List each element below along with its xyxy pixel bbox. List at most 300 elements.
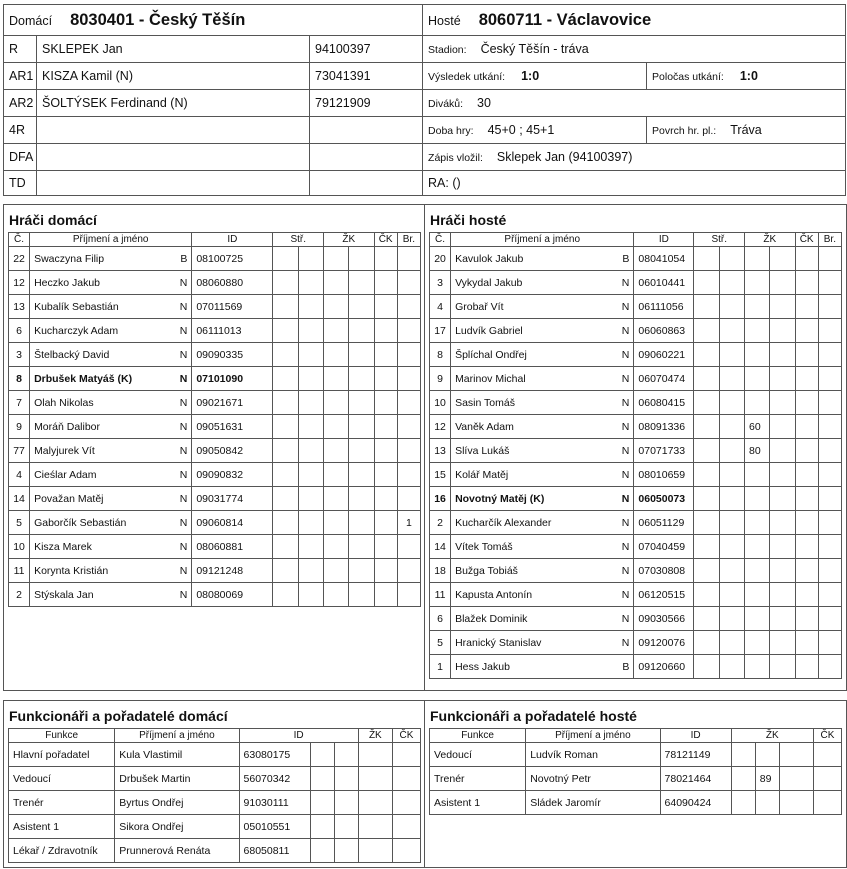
player-substitution-in bbox=[694, 631, 719, 655]
player-id: 06120515 bbox=[634, 583, 694, 607]
duration-cell bbox=[423, 117, 647, 144]
player-substitution-in bbox=[694, 655, 719, 679]
player-name: Malyjurek Vít bbox=[30, 439, 178, 463]
recorder-label: Zápis vložil: bbox=[428, 152, 483, 164]
ra-value: () bbox=[452, 176, 461, 190]
player-yellow-card bbox=[745, 559, 770, 583]
functionary-id: 56070342 bbox=[239, 767, 310, 791]
player-type: N bbox=[619, 415, 634, 439]
player-yellow-card bbox=[745, 583, 770, 607]
player-substitution-out bbox=[719, 391, 744, 415]
player-substitution-out bbox=[298, 463, 323, 487]
player-row bbox=[430, 631, 842, 655]
player-yellow-card-2 bbox=[349, 463, 374, 487]
functionary-blank bbox=[310, 767, 334, 791]
player-name: Cieślar Adam bbox=[30, 463, 178, 487]
player-yellow-card bbox=[324, 367, 349, 391]
player-yellow-card bbox=[745, 295, 770, 319]
player-row bbox=[430, 655, 842, 679]
functionary-yellow-card bbox=[358, 791, 392, 815]
away-team-cell bbox=[423, 5, 846, 36]
player-substitution-in bbox=[273, 391, 298, 415]
player-yellow-card bbox=[745, 607, 770, 631]
player-substitution-out bbox=[719, 439, 744, 463]
player-name: Marinov Michal bbox=[451, 367, 620, 391]
functionary-yellow-card bbox=[755, 743, 779, 767]
player-row bbox=[9, 559, 421, 583]
official-id bbox=[310, 144, 423, 171]
player-yellow-card bbox=[745, 367, 770, 391]
player-id: 09121248 bbox=[192, 559, 273, 583]
col-yellow-card: ŽK bbox=[731, 729, 813, 743]
col-goals: Br. bbox=[818, 233, 841, 247]
player-type: N bbox=[177, 271, 192, 295]
player-number: 3 bbox=[430, 271, 451, 295]
away-players-title: Hráči hosté bbox=[430, 212, 507, 228]
player-goals bbox=[818, 295, 841, 319]
player-type: B bbox=[177, 247, 192, 271]
player-row bbox=[9, 415, 421, 439]
player-red-card bbox=[374, 487, 397, 511]
player-substitution-out bbox=[719, 247, 744, 271]
player-id: 06070474 bbox=[634, 367, 694, 391]
player-goals bbox=[818, 655, 841, 679]
player-row bbox=[430, 247, 842, 271]
player-type: N bbox=[619, 463, 634, 487]
functionary-yellow-card bbox=[358, 767, 392, 791]
player-red-card bbox=[795, 583, 818, 607]
player-row bbox=[430, 367, 842, 391]
player-id: 09051631 bbox=[192, 415, 273, 439]
player-red-card bbox=[795, 415, 818, 439]
player-substitution-out bbox=[298, 391, 323, 415]
player-substitution-out bbox=[298, 319, 323, 343]
player-id: 09060814 bbox=[192, 511, 273, 535]
player-goals: 1 bbox=[397, 511, 420, 535]
official-id: 73041391 bbox=[310, 63, 423, 90]
player-substitution-out bbox=[719, 319, 744, 343]
functionary-yellow-card bbox=[358, 743, 392, 767]
player-substitution-out bbox=[298, 295, 323, 319]
player-goals bbox=[818, 487, 841, 511]
col-role: Funkce bbox=[430, 729, 526, 743]
player-row bbox=[9, 511, 421, 535]
player-yellow-card bbox=[745, 655, 770, 679]
player-yellow-card bbox=[324, 295, 349, 319]
player-substitution-in bbox=[273, 583, 298, 607]
player-name: Kavulok Jakub bbox=[451, 247, 620, 271]
player-substitution-in bbox=[273, 463, 298, 487]
player-yellow-card bbox=[745, 487, 770, 511]
player-red-card bbox=[795, 607, 818, 631]
player-goals bbox=[818, 271, 841, 295]
official-name bbox=[37, 171, 310, 196]
player-id: 07101090 bbox=[192, 367, 273, 391]
player-substitution-in bbox=[273, 511, 298, 535]
player-row bbox=[9, 343, 421, 367]
functionary-id: 05010551 bbox=[239, 815, 310, 839]
player-name: Slíva Lukáš bbox=[451, 439, 620, 463]
functionary-blank bbox=[731, 791, 755, 815]
player-yellow-card-2 bbox=[349, 535, 374, 559]
away-functionaries-table bbox=[429, 728, 842, 815]
player-row bbox=[9, 391, 421, 415]
player-name: Kapusta Antonín bbox=[451, 583, 620, 607]
player-number: 20 bbox=[430, 247, 451, 271]
player-yellow-card-2 bbox=[770, 511, 795, 535]
player-goals bbox=[397, 535, 420, 559]
player-yellow-card-2 bbox=[770, 271, 795, 295]
surface-value: Tráva bbox=[730, 123, 762, 137]
player-yellow-card bbox=[324, 247, 349, 271]
player-red-card bbox=[374, 247, 397, 271]
player-red-card bbox=[374, 295, 397, 319]
player-number: 14 bbox=[430, 535, 451, 559]
official-role: AR2 bbox=[4, 90, 37, 117]
home-team: 8030401 - Český Těšín bbox=[70, 10, 246, 29]
col-red-card: ČK bbox=[374, 233, 397, 247]
functionary-id: 78021464 bbox=[660, 767, 731, 791]
player-name: Drbušek Matyáš (K) bbox=[30, 367, 178, 391]
player-substitution-in bbox=[694, 415, 719, 439]
official-name: SKLEPEK Jan bbox=[37, 36, 310, 63]
player-number: 17 bbox=[430, 319, 451, 343]
player-row bbox=[430, 343, 842, 367]
player-substitution-out bbox=[298, 247, 323, 271]
player-substitution-in bbox=[273, 319, 298, 343]
player-id: 09050842 bbox=[192, 439, 273, 463]
player-yellow-card-2 bbox=[349, 439, 374, 463]
player-number: 7 bbox=[9, 391, 30, 415]
player-goals bbox=[818, 247, 841, 271]
player-id: 09030566 bbox=[634, 607, 694, 631]
player-substitution-out bbox=[719, 607, 744, 631]
functionary-blank bbox=[334, 743, 358, 767]
player-goals bbox=[397, 367, 420, 391]
player-goals bbox=[397, 391, 420, 415]
functionary-red-card bbox=[392, 815, 420, 839]
player-row bbox=[9, 247, 421, 271]
player-number: 6 bbox=[430, 607, 451, 631]
player-red-card bbox=[374, 367, 397, 391]
player-yellow-card-2 bbox=[349, 559, 374, 583]
away-team: 8060711 - Václavovice bbox=[478, 10, 652, 29]
player-goals bbox=[818, 439, 841, 463]
player-yellow-card bbox=[745, 463, 770, 487]
player-number: 4 bbox=[9, 463, 30, 487]
player-yellow-card-2 bbox=[770, 463, 795, 487]
player-type: N bbox=[177, 295, 192, 319]
player-yellow-card-2 bbox=[770, 343, 795, 367]
player-yellow-card bbox=[745, 319, 770, 343]
player-red-card bbox=[374, 439, 397, 463]
player-id: 06051129 bbox=[634, 511, 694, 535]
col-id: ID bbox=[239, 729, 358, 743]
col-substitution: Stř. bbox=[694, 233, 745, 247]
col-yellow-card: ŽK bbox=[324, 233, 375, 247]
player-name: Kucharčík Alexander bbox=[451, 511, 620, 535]
functionary-red-card bbox=[392, 767, 420, 791]
official-role: TD bbox=[9, 176, 26, 190]
player-number: 11 bbox=[9, 559, 30, 583]
player-yellow-card-2 bbox=[770, 487, 795, 511]
functionary-role: Vedoucí bbox=[430, 743, 526, 767]
functionary-red-card bbox=[392, 743, 420, 767]
player-name: Gaborčík Sebastián bbox=[30, 511, 178, 535]
col-name: Příjmení a jméno bbox=[526, 729, 660, 743]
player-yellow-card-2 bbox=[770, 583, 795, 607]
player-name: Korynta Kristián bbox=[30, 559, 178, 583]
player-name: Sasin Tomáš bbox=[451, 391, 620, 415]
player-red-card bbox=[795, 655, 818, 679]
home-team-cell bbox=[4, 5, 423, 36]
player-substitution-in bbox=[273, 559, 298, 583]
functionary-blank bbox=[779, 767, 813, 791]
official-id: 94100397 bbox=[310, 36, 423, 63]
player-substitution-out bbox=[719, 631, 744, 655]
player-red-card bbox=[795, 631, 818, 655]
player-substitution-in bbox=[273, 343, 298, 367]
home-label: Domácí bbox=[9, 13, 53, 28]
player-substitution-out bbox=[719, 583, 744, 607]
player-name: Olah Nikolas bbox=[30, 391, 178, 415]
player-id: 08060880 bbox=[192, 271, 273, 295]
player-id: 06111013 bbox=[192, 319, 273, 343]
player-substitution-out bbox=[298, 511, 323, 535]
functionary-role: Lékař / Zdravotník bbox=[9, 839, 115, 863]
player-substitution-in bbox=[694, 559, 719, 583]
player-number: 1 bbox=[430, 655, 451, 679]
player-id: 07040459 bbox=[634, 535, 694, 559]
functionary-blank bbox=[310, 743, 334, 767]
player-type: N bbox=[619, 295, 634, 319]
surface-cell bbox=[647, 117, 846, 144]
official-id bbox=[310, 117, 423, 144]
halftime-cell bbox=[647, 63, 846, 90]
functionary-blank bbox=[310, 791, 334, 815]
player-substitution-out bbox=[719, 295, 744, 319]
col-name: Příjmení a jméno bbox=[115, 729, 239, 743]
player-yellow-card-2 bbox=[349, 343, 374, 367]
result-cell bbox=[423, 63, 647, 90]
player-id: 06010441 bbox=[634, 271, 694, 295]
functionary-name: Prunnerová Renáta bbox=[115, 839, 239, 863]
player-type: N bbox=[177, 487, 192, 511]
player-name: Štelbacký David bbox=[30, 343, 178, 367]
player-row bbox=[9, 535, 421, 559]
player-row bbox=[430, 271, 842, 295]
player-row bbox=[9, 463, 421, 487]
player-row bbox=[430, 463, 842, 487]
functionary-role: Asistent 1 bbox=[9, 815, 115, 839]
player-number: 13 bbox=[9, 295, 30, 319]
player-yellow-card bbox=[324, 319, 349, 343]
stadium-label: Stadion: bbox=[428, 44, 467, 56]
col-role: Funkce bbox=[9, 729, 115, 743]
player-yellow-card-2 bbox=[349, 295, 374, 319]
functionary-id: 91030111 bbox=[239, 791, 310, 815]
player-red-card bbox=[374, 583, 397, 607]
player-goals bbox=[397, 487, 420, 511]
functionary-row bbox=[430, 767, 842, 791]
player-row bbox=[9, 487, 421, 511]
player-substitution-in bbox=[273, 271, 298, 295]
player-yellow-card-2 bbox=[349, 367, 374, 391]
player-name: Vaněk Adam bbox=[451, 415, 620, 439]
col-id: ID bbox=[660, 729, 731, 743]
player-goals bbox=[397, 319, 420, 343]
player-name: Kisza Marek bbox=[30, 535, 178, 559]
recorder-cell bbox=[423, 144, 846, 171]
player-type: N bbox=[619, 583, 634, 607]
player-red-card bbox=[795, 439, 818, 463]
stadium-value: Český Těšín - tráva bbox=[480, 42, 589, 56]
player-id: 08010659 bbox=[634, 463, 694, 487]
player-name: Swaczyna Filip bbox=[30, 247, 178, 271]
result-value: 1:0 bbox=[521, 69, 540, 83]
player-goals bbox=[397, 271, 420, 295]
player-row bbox=[9, 295, 421, 319]
player-name: Vykydal Jakub bbox=[451, 271, 620, 295]
player-yellow-card bbox=[324, 439, 349, 463]
col-red-card: ČK bbox=[392, 729, 420, 743]
player-substitution-in bbox=[694, 487, 719, 511]
player-row bbox=[9, 271, 421, 295]
functionary-blank bbox=[779, 791, 813, 815]
functionary-id: 64090424 bbox=[660, 791, 731, 815]
player-red-card bbox=[795, 295, 818, 319]
player-row bbox=[9, 583, 421, 607]
player-goals bbox=[397, 583, 420, 607]
player-substitution-out bbox=[719, 343, 744, 367]
player-id: 09060221 bbox=[634, 343, 694, 367]
home-functionaries-title: Funkcionáři a pořadatelé domácí bbox=[9, 708, 228, 724]
player-goals bbox=[397, 463, 420, 487]
player-yellow-card-2 bbox=[349, 319, 374, 343]
player-id: 07071733 bbox=[634, 439, 694, 463]
player-goals bbox=[397, 247, 420, 271]
player-yellow-card-2 bbox=[349, 415, 374, 439]
player-red-card bbox=[795, 487, 818, 511]
player-number: 10 bbox=[430, 391, 451, 415]
functionary-red-card bbox=[813, 767, 841, 791]
player-goals bbox=[818, 559, 841, 583]
player-goals bbox=[818, 583, 841, 607]
player-number: 10 bbox=[9, 535, 30, 559]
player-yellow-card-2 bbox=[349, 583, 374, 607]
player-yellow-card bbox=[745, 343, 770, 367]
player-red-card bbox=[795, 511, 818, 535]
functionary-blank bbox=[731, 767, 755, 791]
player-red-card bbox=[374, 343, 397, 367]
official-name: KISZA Kamil (N) bbox=[37, 63, 310, 90]
away-players-table bbox=[429, 232, 842, 679]
player-id: 09031774 bbox=[192, 487, 273, 511]
player-yellow-card: 60 bbox=[745, 415, 770, 439]
official-role: AR1 bbox=[4, 63, 37, 90]
match-header bbox=[3, 4, 845, 195]
player-yellow-card-2 bbox=[770, 319, 795, 343]
player-number: 9 bbox=[430, 367, 451, 391]
player-substitution-out bbox=[719, 559, 744, 583]
home-players-table bbox=[8, 232, 421, 607]
official-role: DFA bbox=[4, 144, 37, 171]
player-number: 13 bbox=[430, 439, 451, 463]
functionary-red-card bbox=[392, 791, 420, 815]
player-yellow-card-2 bbox=[770, 415, 795, 439]
functionary-role: Asistent 1 bbox=[430, 791, 526, 815]
player-type: B bbox=[619, 247, 634, 271]
player-row bbox=[430, 439, 842, 463]
player-substitution-out bbox=[298, 487, 323, 511]
player-substitution-out bbox=[719, 271, 744, 295]
functionary-yellow-card: 89 bbox=[755, 767, 779, 791]
result-label: Výsledek utkání: bbox=[428, 71, 506, 83]
player-red-card bbox=[795, 319, 818, 343]
player-substitution-out bbox=[719, 367, 744, 391]
player-goals bbox=[818, 319, 841, 343]
player-name: Šplíchal Ondřej bbox=[451, 343, 620, 367]
player-type: N bbox=[619, 319, 634, 343]
player-yellow-card-2 bbox=[770, 559, 795, 583]
functionary-blank bbox=[310, 839, 334, 863]
player-goals bbox=[397, 559, 420, 583]
player-goals bbox=[818, 535, 841, 559]
functionary-red-card bbox=[813, 743, 841, 767]
player-name: Považan Matěj bbox=[30, 487, 178, 511]
player-substitution-out bbox=[719, 535, 744, 559]
player-goals bbox=[818, 391, 841, 415]
player-number: 18 bbox=[430, 559, 451, 583]
player-substitution-in bbox=[273, 295, 298, 319]
player-row bbox=[9, 319, 421, 343]
player-id: 09090832 bbox=[192, 463, 273, 487]
player-red-card bbox=[795, 367, 818, 391]
player-yellow-card bbox=[324, 487, 349, 511]
functionary-name: Sládek Jaromír bbox=[526, 791, 660, 815]
player-id: 09120660 bbox=[634, 655, 694, 679]
player-type: N bbox=[177, 343, 192, 367]
col-number: Č. bbox=[430, 233, 451, 247]
player-id: 09021671 bbox=[192, 391, 273, 415]
player-id: 09090335 bbox=[192, 343, 273, 367]
home-players-title: Hráči domácí bbox=[9, 212, 97, 228]
player-goals bbox=[818, 463, 841, 487]
player-type: N bbox=[619, 487, 634, 511]
functionary-name: Byrtus Ondřej bbox=[115, 791, 239, 815]
player-number: 8 bbox=[430, 343, 451, 367]
player-substitution-in bbox=[273, 535, 298, 559]
player-id: 06060863 bbox=[634, 319, 694, 343]
player-id: 08080069 bbox=[192, 583, 273, 607]
player-substitution-out bbox=[298, 583, 323, 607]
player-yellow-card-2 bbox=[770, 607, 795, 631]
player-number: 2 bbox=[430, 511, 451, 535]
functionary-name: Ludvík Roman bbox=[526, 743, 660, 767]
player-goals bbox=[397, 415, 420, 439]
player-name: Heczko Jakub bbox=[30, 271, 178, 295]
functionary-yellow-card bbox=[358, 815, 392, 839]
player-yellow-card: 80 bbox=[745, 439, 770, 463]
player-goals bbox=[397, 295, 420, 319]
functionary-role: Hlavní pořadatel bbox=[9, 743, 115, 767]
functionary-yellow-card bbox=[755, 791, 779, 815]
player-substitution-in bbox=[694, 535, 719, 559]
player-yellow-card-2 bbox=[770, 655, 795, 679]
player-yellow-card bbox=[745, 247, 770, 271]
player-yellow-card-2 bbox=[770, 295, 795, 319]
player-number: 4 bbox=[430, 295, 451, 319]
